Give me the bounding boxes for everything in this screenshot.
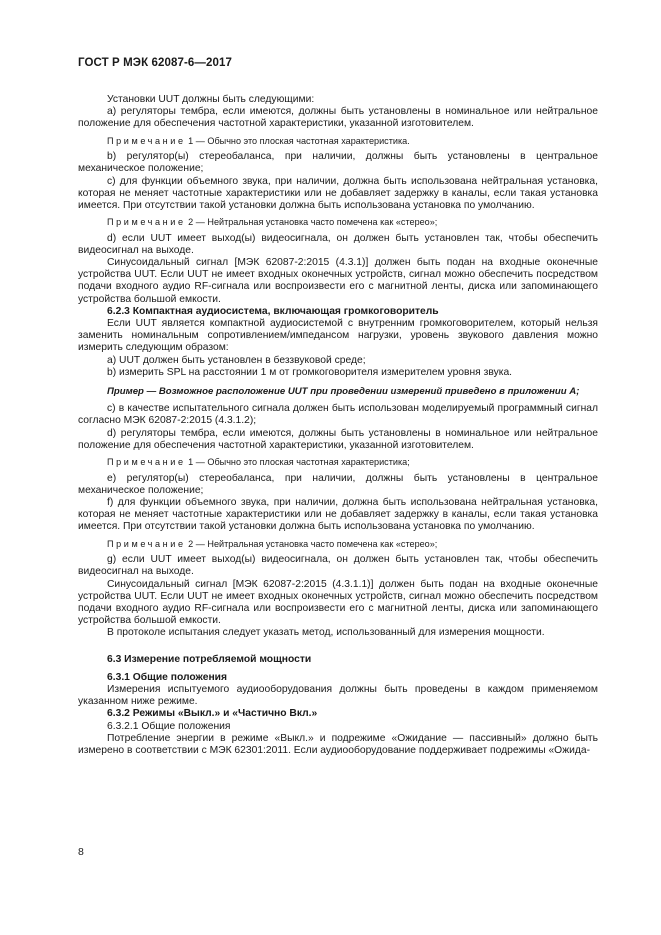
- list-item: g) если UUT имеет выход(ы) видеосигнала, он должен быть установлен так, чтобы обеспечить видеосигнал на выходе.: [78, 554, 598, 578]
- document-header: ГОСТ Р МЭК 62087-6—2017: [78, 57, 232, 69]
- subsection-heading: 6.3.1 Общие положения: [107, 671, 227, 683]
- subsection-heading: 6.3.2 Режимы «Выкл.» и «Частично Вкл.»: [107, 708, 318, 720]
- list-item: b) измерить SPL на расстоянии 1 м от громкоговорителя измерителем уровня звука.: [107, 366, 513, 378]
- note-text: 1 — Обычно это плоская частотная характеристика.: [188, 135, 410, 146]
- note: [78, 217, 598, 229]
- list-item: d) регуляторы тембра, если имеются, должны быть установлены в номинальное или нейтральное положение для обеспечения частотной характеристики, указанной изготовителем.: [78, 427, 598, 451]
- page-number: 8: [78, 846, 84, 858]
- note-label: Примечание: [107, 135, 186, 146]
- list-item: a) UUT должен быть установлен в беззвуковой среде;: [107, 354, 366, 366]
- document-body: [78, 94, 598, 757]
- list-item: f) для функции объемного звука, при наличии, должна быть использована нейтральная установка, которая не меняет частотные характеристики или не добавляет задержку в каналы, если такая установка имеется. При отсутствии такой установки должна быть использована установка по умолчанию.: [78, 496, 598, 533]
- list-item: d) если UUT имеет выход(ы) видеосигнала, он должен быть установлен так, чтобы обеспечить видеосигнал на выходе.: [78, 232, 598, 256]
- note-label: Примечание: [107, 457, 186, 468]
- note: [78, 136, 598, 148]
- note-text: 2 — Нейтральная установка часто помечена как «стерео»;: [188, 217, 438, 228]
- list-item: a) регуляторы тембра, если имеются, должны быть установлены в номинальное или нейтральное положение для обеспечения частотной характеристики, указанной изготовителем.: [78, 106, 598, 130]
- paragraph: Потребление энергии в режиме «Выкл.» и подрежиме «Ожидание — пассивный» должно быть измерено в соответствии с МЭК 62301:2011. Если аудиооборудование поддерживает подрежимы «Ожида-: [78, 732, 598, 756]
- list-item: e) регулятор(ы) стереобаланса, при наличии, должны быть установлены в центральное механическое положение;: [78, 472, 598, 496]
- list-item: c) для функции объемного звука, при наличии, должна быть использована нейтральная установка, которая не меняет частотные характеристики или не добавляет задержку в каналы, если такая установка имеется. При отсутствии такой установки должна быть использована установка по умолчанию.: [78, 175, 598, 211]
- note: [78, 457, 598, 469]
- subsubsection-heading: 6.3.2.1 Общие положения: [107, 720, 231, 732]
- paragraph: Установки UUT должны быть следующими:: [107, 94, 315, 105]
- section-heading: 6.3 Измерение потребляемой мощности: [107, 653, 312, 665]
- paragraph: Синусоидальный сигнал [МЭК 62087-2:2015 (4.3.1.1)] должен быть подан на входные оконечные устройства UUT. Если UUT не имеет входных оконечных устройств, сигнал можно обеспечить посредством подачи входного аудио RF-сигнала или воспроизвести его с магнитной ленты, диска или запоминающего устройства большой емкости.: [78, 578, 598, 627]
- paragraph: Если UUT является компактной аудиосистемой с внутренним громкоговорителем, который нельзя заменить номинальным сопротивлением/импедансом нагрузки, уровень звукового давления можно измерить следующим образом:: [78, 318, 598, 354]
- paragraph: Измерения испытуемого аудиооборудования должны быть проведены в каждом применяемом указанном ниже режиме.: [78, 683, 598, 708]
- list-item: c) в качестве испытательного сигнала должен быть использован моделируемый программный сигнал согласно МЭК 62087-2:2015 (4.3.1.2);: [78, 403, 598, 427]
- list-item: b) регулятор(ы) стереобаланса, при наличии, должны быть установлены в центральное механическое положение;: [78, 151, 598, 175]
- note-label: Примечание: [107, 538, 186, 549]
- note-label: Примечание: [107, 217, 186, 228]
- note: [78, 539, 598, 551]
- paragraph: В протоколе испытания следует указать метод, использованный для измерения мощности.: [107, 627, 545, 639]
- note-text: 1 — Обычно это плоская частотная характеристика;: [188, 457, 410, 468]
- section-heading: 6.2.3 Компактная аудиосистема, включающая громкоговоритель: [107, 305, 439, 317]
- example-note: Пример — Возможное расположение UUT при проведении измерений приведено в приложении А;: [107, 386, 580, 398]
- note-text: 2 — Нейтральная установка часто помечена как «стерео»;: [188, 538, 438, 549]
- paragraph: Синусоидальный сигнал [МЭК 62087-2:2015 (4.3.1)] должен быть подан на входные оконечные устройства UUT. Если UUT не имеет входных оконечных устройств, сигнал можно обеспечить посредством подачи входного аудио RF-сигнала или воспроизвести его с магнитной ленты, диска или запоминающего устройства большой емкости.: [78, 257, 598, 305]
